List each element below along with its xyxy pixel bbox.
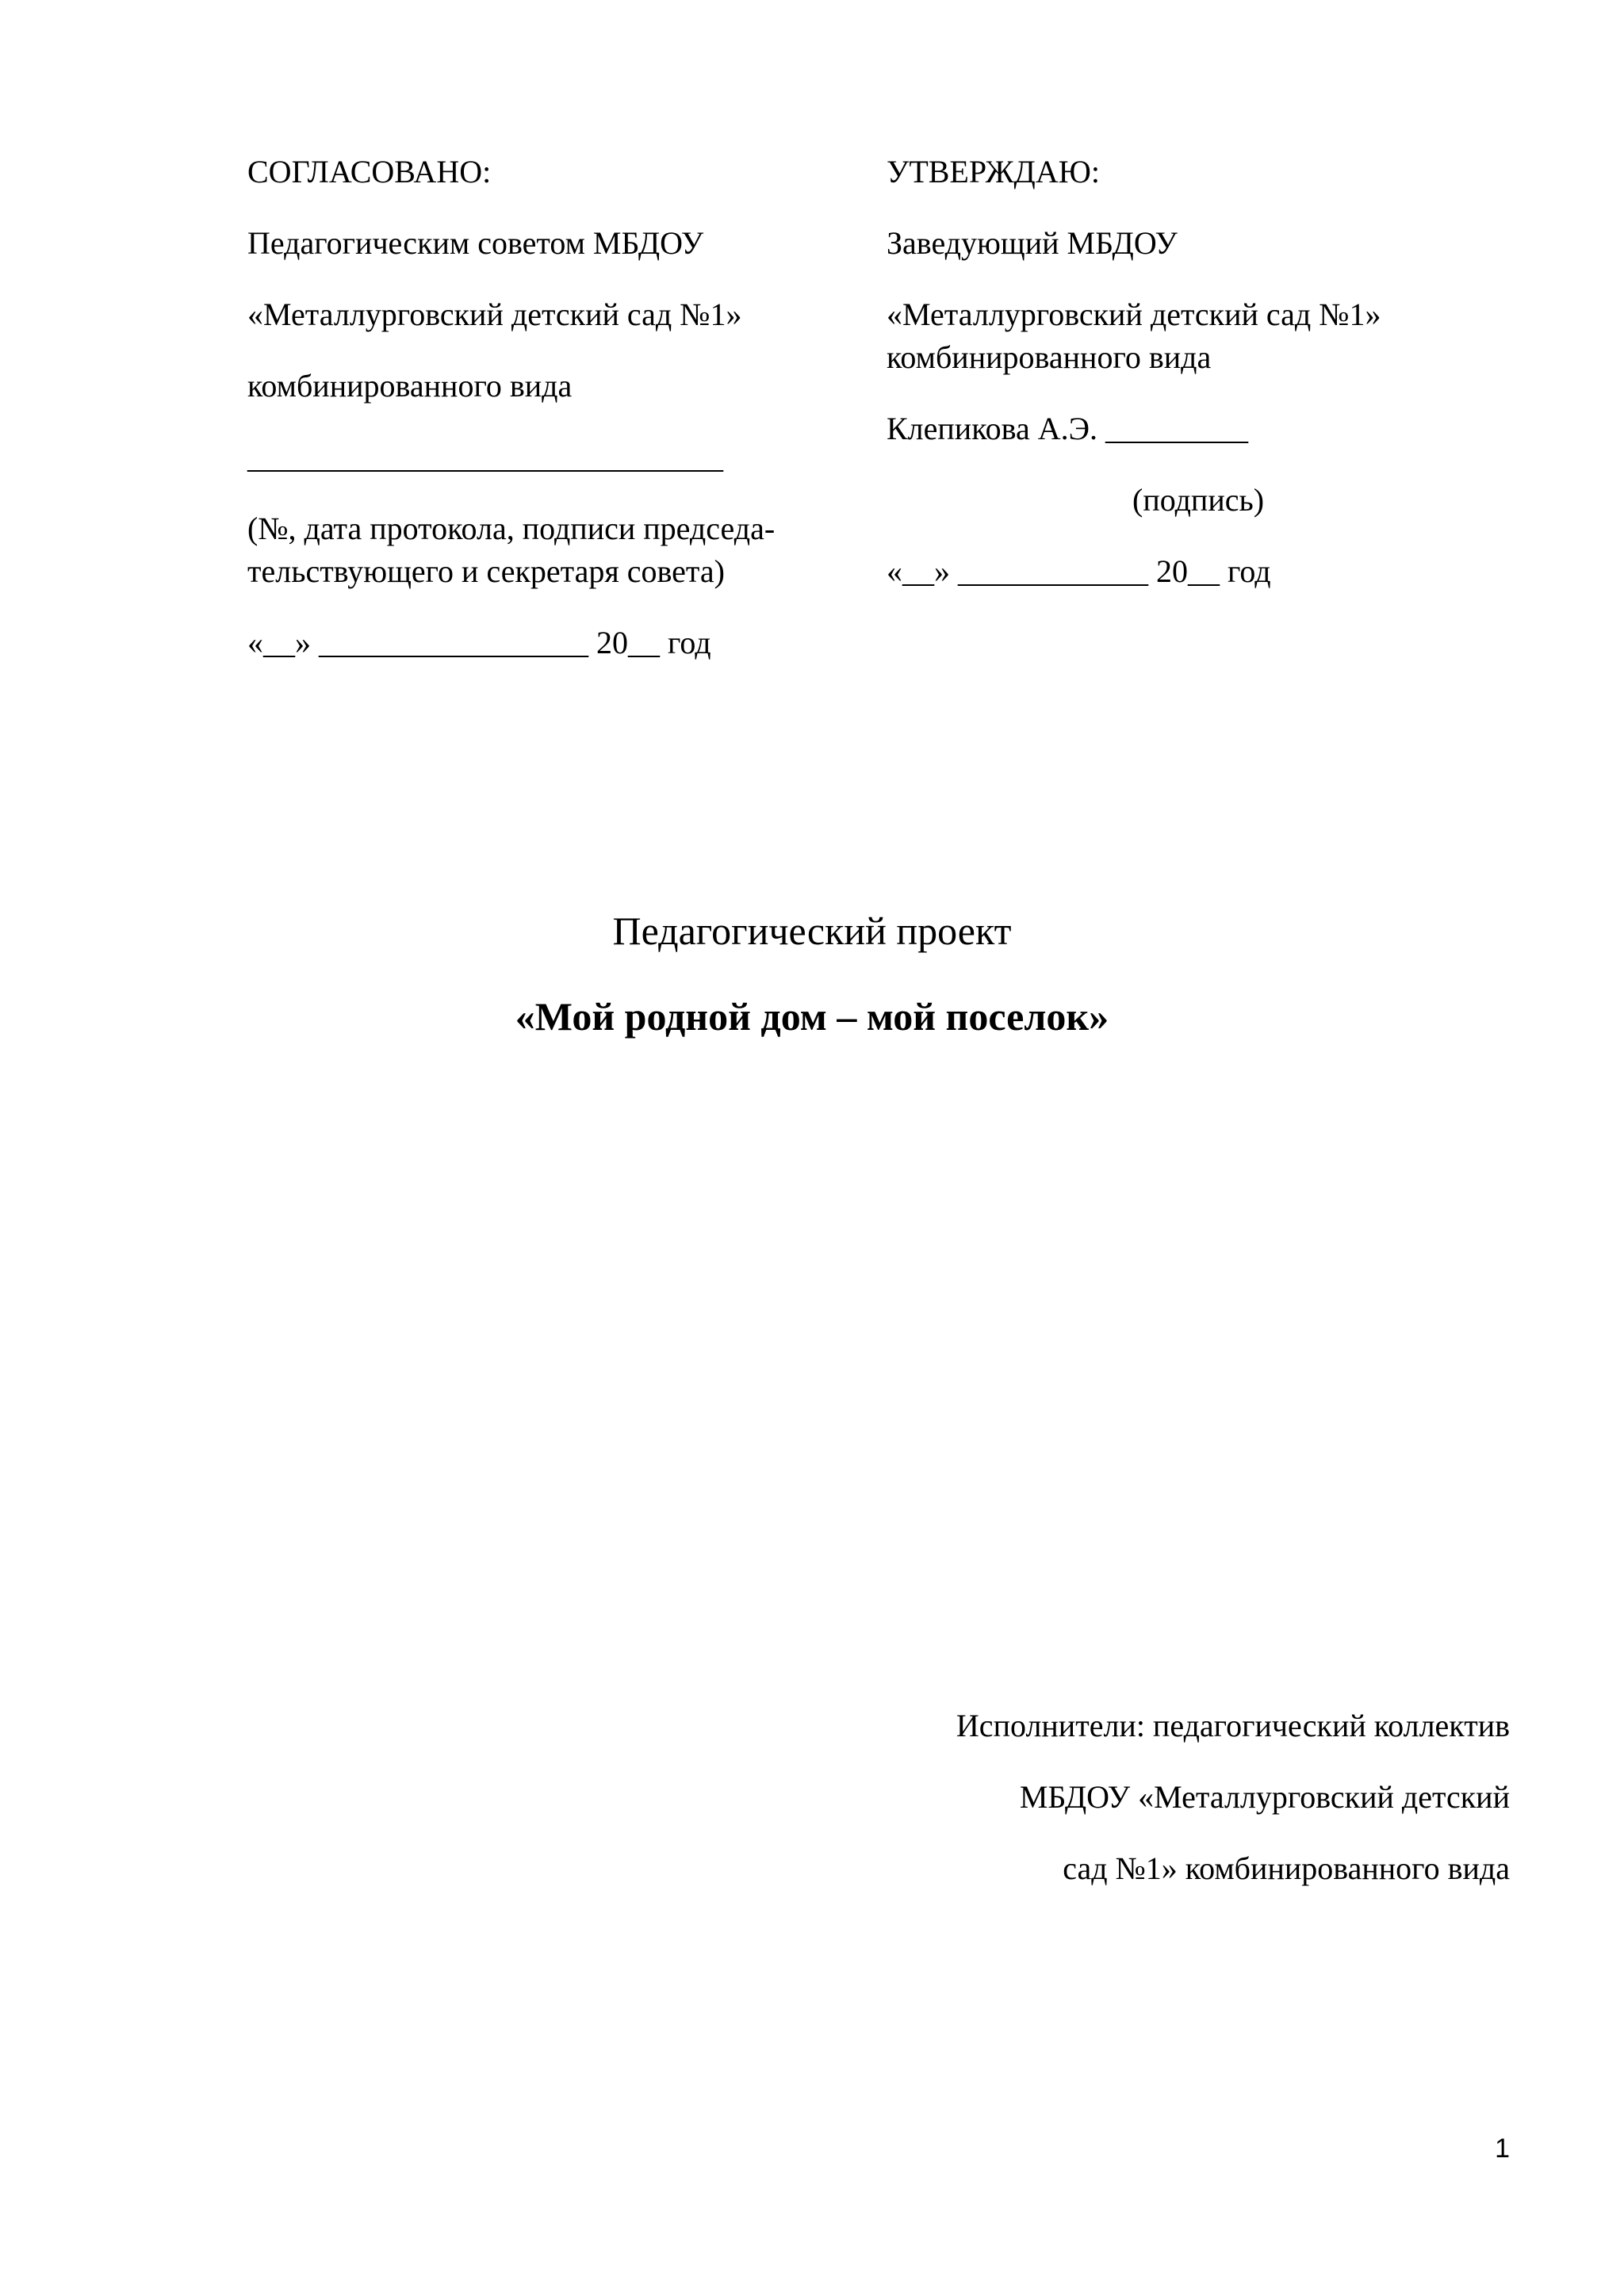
document-title: «Мой родной дом – мой поселок» — [515, 994, 1109, 1039]
protocol-note-line2: тельствующего и секретаря совета) — [247, 553, 725, 589]
org-type-line: комбинированного вида — [247, 368, 573, 404]
approval-date-line: «__» _________________ 20__ год — [247, 625, 711, 660]
protocol-note-line1: (№, дата протокола, подписи председа- — [247, 511, 776, 546]
document-subtitle: Педагогический проект — [612, 909, 1012, 953]
org-type-line: комбинированного вида — [887, 339, 1212, 375]
signature-line: ______________________________ — [247, 439, 723, 475]
executors-line1: Исполнители: педагогический коллектив — [956, 1708, 1510, 1743]
signer-line: Клепикова А.Э. _________ — [887, 411, 1249, 446]
page-number: 1 — [1495, 2133, 1510, 2164]
executors-line2: МБДОУ «Металлурговский детский — [1019, 1779, 1510, 1815]
approval-header: СОГЛАСОВАНО: — [247, 154, 492, 189]
executors-line3: сад №1» комбинированного вида — [1063, 1850, 1510, 1886]
head-title-line: Заведующий МБДОУ — [887, 225, 1178, 261]
council-line: Педагогическим советом МБДОУ — [247, 225, 704, 261]
signature-caption: (подпись) — [1132, 482, 1265, 518]
org-name-line: «Металлурговский детский сад №1» — [887, 297, 1381, 332]
approve-date-line: «__» ____________ 20__ год — [887, 553, 1271, 589]
approve-header: УТВЕРЖДАЮ: — [887, 154, 1100, 189]
org-name-line: «Металлурговский детский сад №1» — [247, 297, 742, 332]
